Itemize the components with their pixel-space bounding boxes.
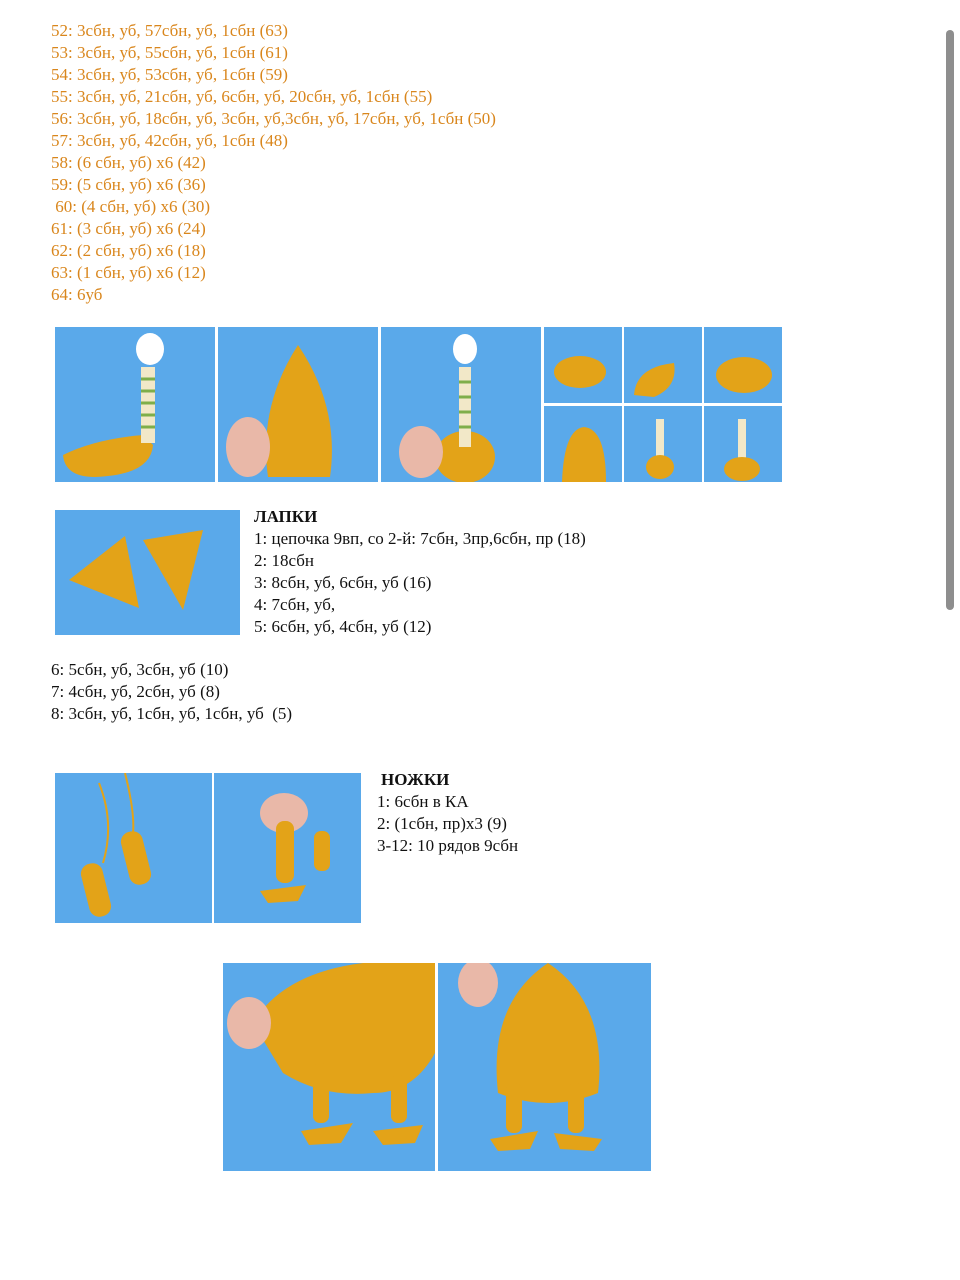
scrollbar[interactable] — [946, 30, 954, 610]
photo-neck-body — [55, 327, 215, 482]
photo-legs-feet — [214, 773, 361, 923]
pattern-row: 54: 3сбн, уб, 53сбн, уб, 1сбн (59) — [51, 65, 288, 84]
nozhki-block — [377, 769, 518, 857]
photo-legs-tubes — [55, 773, 212, 923]
pattern-row: 64: 6уб — [51, 285, 103, 304]
pattern-row: 2: 18сбн — [254, 551, 314, 570]
photo-neck-attach — [381, 327, 541, 482]
pattern-row: 4: 7сбн, уб, — [254, 595, 336, 614]
pattern-row: 2: (1сбн, пр)х3 (9) — [377, 814, 507, 833]
pattern-row: 59: (5 сбн, уб) х6 (36) — [51, 175, 206, 194]
pattern-row: 58: (6 сбн, уб) х6 (42) — [51, 153, 206, 172]
pattern-row: 57: 3сбн, уб, 42сбн, уб, 1сбн (48) — [51, 131, 288, 150]
photo-body-with-legs-side — [223, 963, 435, 1171]
pattern-row: 8: 3сбн, уб, 1сбн, уб, 1сбн, уб (5) — [51, 704, 293, 723]
lapki-block — [254, 506, 586, 638]
pattern-row: 53: 3сбн, уб, 55сбн, уб, 1сбн (61) — [51, 43, 288, 62]
pattern-row: 60: (4 сбн, уб) х6 (30) — [51, 197, 211, 216]
photo-feet-triangles — [55, 510, 240, 635]
pattern-row: 3: 8сбн, уб, 6сбн, уб (16) — [254, 573, 432, 592]
pattern-row: 1: 6сбн в КА — [377, 792, 469, 811]
pattern-row: 52: 3сбн, уб, 57сбн, уб, 1сбн (63) — [51, 21, 288, 40]
lapki-rows-continued — [51, 659, 292, 725]
nozhki-title: НОЖКИ — [381, 770, 450, 789]
photo-grid-steps — [544, 327, 782, 482]
pattern-row: 3-12: 10 рядов 9сбн — [377, 836, 519, 855]
pattern-row: 6: 5сбн, уб, 3сбн, уб (10) — [51, 660, 229, 679]
pattern-row: 5: 6сбн, уб, 4сбн, уб (12) — [254, 617, 432, 636]
lapki-title: ЛАПКИ — [254, 507, 318, 526]
lapki-rows — [254, 528, 586, 638]
photo-body-cone — [218, 327, 378, 482]
pattern-row: 63: (1 сбн, уб) х6 (12) — [51, 263, 206, 282]
nozhki-rows — [377, 791, 518, 857]
pattern-row: 7: 4сбн, уб, 2сбн, уб (8) — [51, 682, 220, 701]
rows-list-orange — [51, 20, 496, 306]
pattern-row: 56: 3сбн, уб, 18сбн, уб, 3сбн, уб,3сбн, уб, 17сбн, уб, 1сбн (50) — [51, 109, 496, 128]
pattern-row: 55: 3сбн, уб, 21сбн, уб, 6сбн, уб, 20сбн, уб, 1сбн (55) — [51, 87, 433, 106]
pattern-row: 62: (2 сбн, уб) х6 (18) — [51, 241, 206, 260]
pattern-row: 61: (3 сбн, уб) х6 (24) — [51, 219, 206, 238]
pattern-row: 1: цепочка 9вп, со 2-й: 7сбн, 3пр,6сбн, пр (18) — [254, 529, 586, 548]
photo-body-with-legs-back — [438, 963, 651, 1171]
